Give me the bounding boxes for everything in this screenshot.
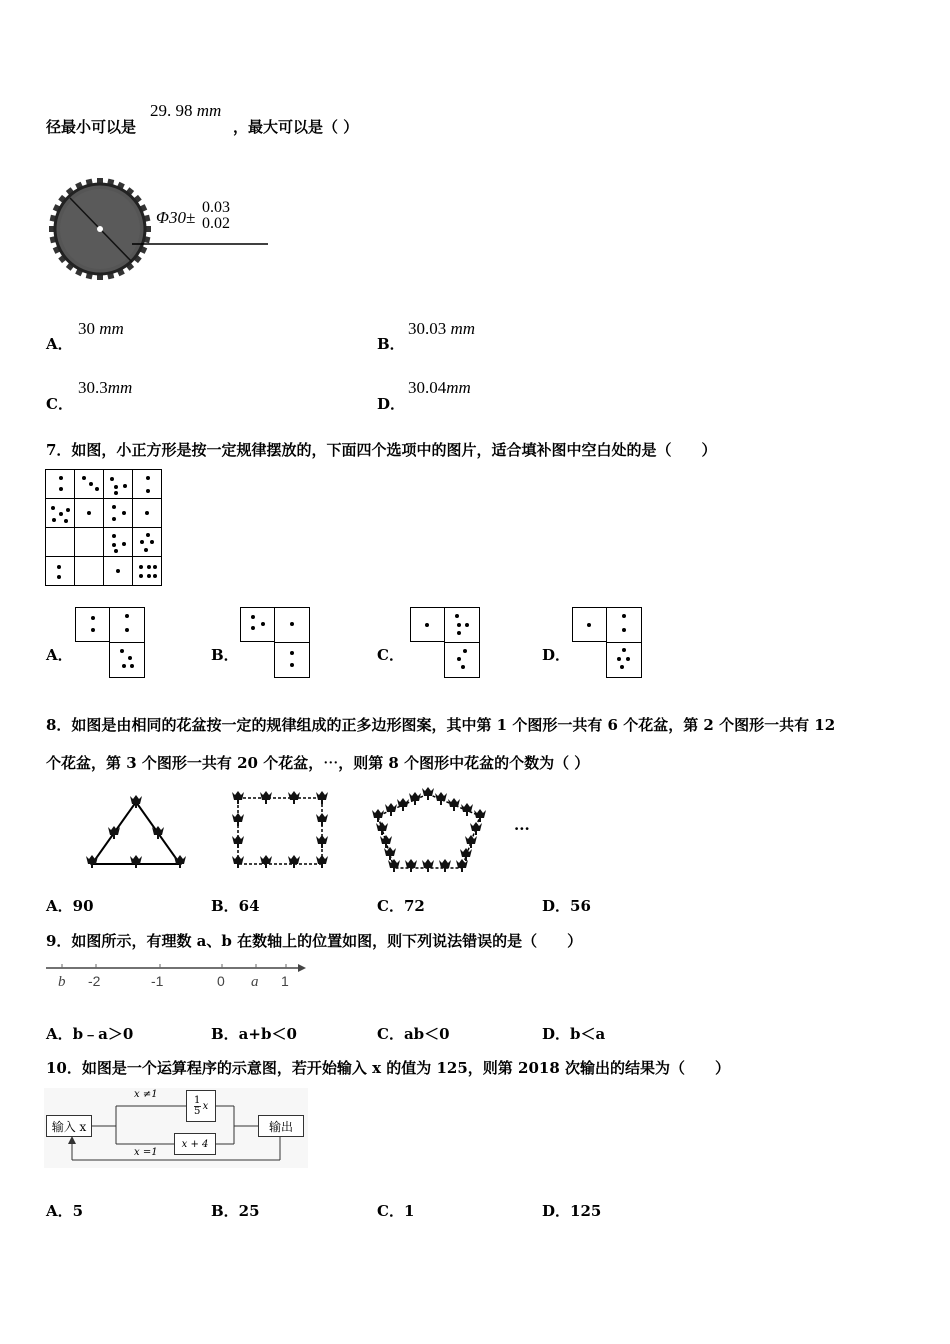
output-box: 输出 bbox=[258, 1115, 304, 1137]
grid-cell bbox=[75, 470, 104, 499]
grid-cell-empty bbox=[75, 557, 104, 586]
q6-option-c-label[interactable]: C． bbox=[46, 395, 73, 413]
q10-option-b[interactable]: B．25 bbox=[211, 1202, 260, 1220]
grid-cell-empty bbox=[75, 528, 104, 557]
op-plus-four-box: x + 4 bbox=[174, 1133, 216, 1155]
op-fifth-box: 1 5 x bbox=[186, 1090, 216, 1122]
q8-stem-line2: 个花盆，第 3 个图形一共有 20 个花盆，⋯，则第 8 个图形中花盆的个数为（ ） bbox=[46, 754, 590, 772]
axis-label-1: 1 bbox=[281, 973, 289, 989]
q8-flowerpot-figures bbox=[80, 786, 540, 882]
q8-stem-line1: 8．如图是由相同的花盆按一定的规律组成的正多边形图案，其中第 1 个图形一共有 6 个花盆，第 2 个图形一共有 12 bbox=[46, 716, 836, 734]
cond-equals-one: x =1 bbox=[134, 1147, 158, 1158]
grid-cell-empty bbox=[46, 528, 75, 557]
grid-cell bbox=[133, 557, 162, 586]
grid-cell bbox=[104, 557, 133, 586]
q9-stem: 9．如图所示，有理数 a、b 在数轴上的位置如图，则下列说法错误的是（ ） bbox=[46, 932, 583, 950]
grid-cell bbox=[46, 557, 75, 586]
axis-label-b: b bbox=[58, 974, 66, 990]
axis-label-a: a bbox=[251, 974, 259, 990]
q9-option-d[interactable]: D．b＜a bbox=[542, 1025, 606, 1043]
gear-figure bbox=[46, 178, 276, 280]
q7-option-d-label[interactable]: D． bbox=[542, 646, 571, 664]
gear-tolerance-label: Φ30± bbox=[156, 208, 196, 227]
q6-option-d-label[interactable]: D． bbox=[377, 395, 406, 413]
grid-cell bbox=[133, 499, 162, 528]
q6-option-b-label[interactable]: B． bbox=[377, 335, 405, 353]
q6-option-b-value: 30.03 mm bbox=[408, 319, 476, 338]
q7-dot-grid bbox=[45, 469, 162, 586]
q6-option-a-label[interactable]: A． bbox=[46, 335, 73, 353]
q9-option-a[interactable]: A．b﹣a＞0 bbox=[46, 1025, 134, 1043]
input-box: 输入 x bbox=[46, 1115, 92, 1137]
axis-label-neg1: -1 bbox=[151, 973, 164, 989]
q6-option-a-value: 30 mm bbox=[78, 319, 124, 338]
axis-label-0: 0 bbox=[217, 973, 225, 989]
q9-option-c[interactable]: C．ab＜0 bbox=[377, 1025, 450, 1043]
q7-option-a-label[interactable]: A． bbox=[46, 646, 73, 664]
q8-ellipsis: ... bbox=[514, 816, 530, 834]
q10-stem: 10．如图是一个运算程序的示意图，若开始输入 x 的值为 125，则第 2018 次输出的结果为（ ） bbox=[46, 1059, 730, 1077]
q6-min-value: 29. 98 mm bbox=[150, 101, 222, 120]
axis-label-neg2: -2 bbox=[88, 973, 101, 989]
q9-option-b[interactable]: B．a+b＜0 bbox=[211, 1025, 297, 1043]
q8-option-c[interactable]: C．72 bbox=[377, 897, 425, 915]
gear-tolerance-values: 0.03 0.02 bbox=[202, 199, 230, 232]
q10-option-a[interactable]: A．5 bbox=[46, 1202, 84, 1220]
q6-stem bbox=[46, 116, 136, 137]
grid-cell bbox=[133, 528, 162, 557]
q8-option-b[interactable]: B．64 bbox=[211, 897, 260, 915]
grid-cell bbox=[104, 499, 133, 528]
q9-number-line bbox=[44, 958, 308, 992]
q6-stem-prefix: 径最小可以是 bbox=[46, 118, 137, 136]
grid-cell bbox=[46, 499, 75, 528]
q6-option-d-value: 30.04mm bbox=[408, 378, 471, 397]
q8-option-a[interactable]: A．90 bbox=[46, 897, 94, 915]
q7-option-c-label[interactable]: C． bbox=[377, 646, 404, 664]
grid-cell bbox=[75, 499, 104, 528]
grid-cell bbox=[104, 470, 133, 499]
q6-stem-suffix: ，最大可以是（ ） bbox=[233, 118, 359, 136]
grid-cell bbox=[104, 528, 133, 557]
q8-option-d[interactable]: D．56 bbox=[542, 897, 591, 915]
q7-stem: 7．如图，小正方形是按一定规律摆放的，下面四个选项中的图片，适合填补图中空白处的是（ ） bbox=[46, 441, 717, 459]
grid-cell bbox=[133, 470, 162, 499]
cond-not-one: x ≠1 bbox=[134, 1089, 158, 1100]
grid-cell bbox=[46, 470, 75, 499]
q7-option-b-label[interactable]: B． bbox=[211, 646, 239, 664]
q10-flowchart bbox=[44, 1088, 308, 1168]
q6-option-c-value: 30.3mm bbox=[78, 378, 133, 397]
q10-option-d[interactable]: D．125 bbox=[542, 1202, 602, 1220]
q10-option-c[interactable]: C．1 bbox=[377, 1202, 415, 1220]
